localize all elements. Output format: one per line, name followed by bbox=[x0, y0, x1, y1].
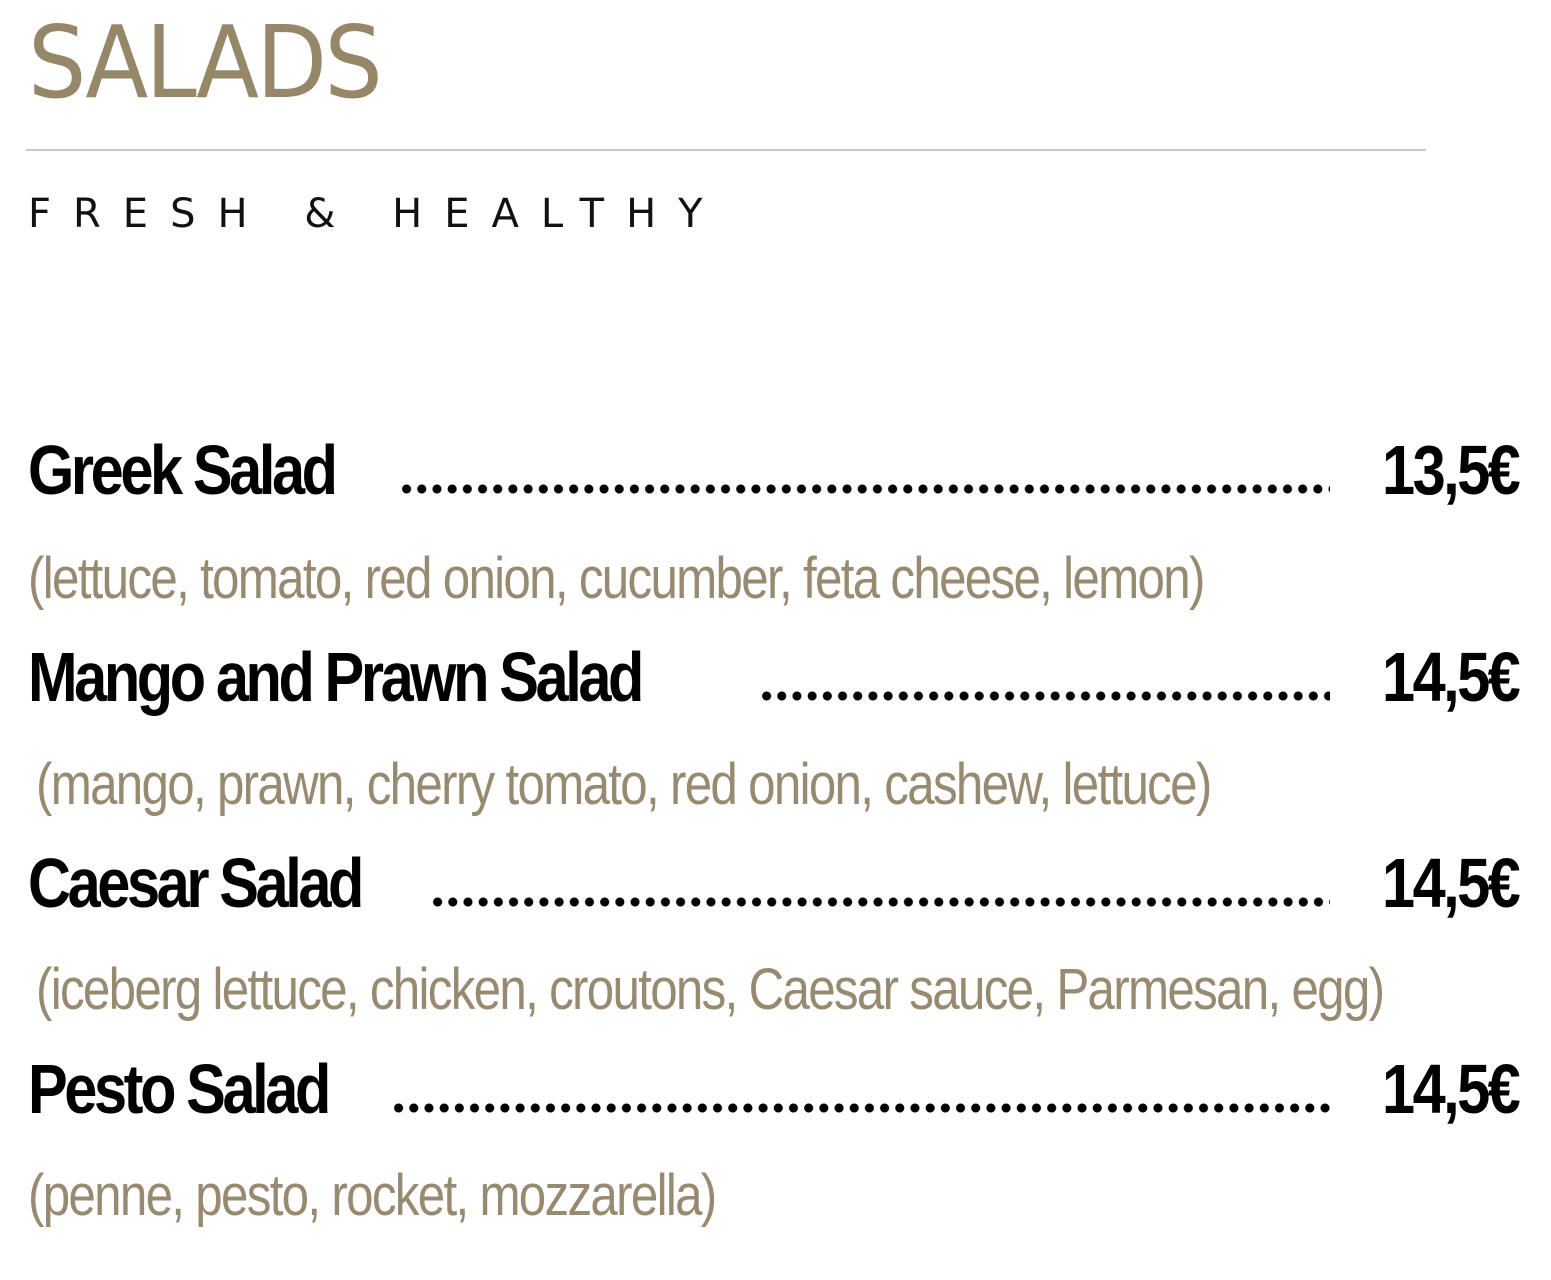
item-description: (penne, pesto, rocket, mozzarella) bbox=[28, 1163, 716, 1228]
menu-item-mango-and-prawn-salad bbox=[28, 637, 1518, 717]
dot-leader bbox=[430, 897, 1330, 907]
item-price: 14,5€ bbox=[1381, 638, 1518, 716]
item-name: Greek Salad bbox=[28, 431, 335, 509]
item-name: Mango and Prawn Salad bbox=[28, 638, 641, 716]
menu-item-caesar-salad bbox=[28, 843, 1518, 923]
item-description: (lettuce, tomato, red onion, cucumber, feta cheese, lemon) bbox=[28, 546, 1204, 611]
section-subtitle: FRESH & HEALTHY bbox=[28, 191, 725, 237]
dot-leader bbox=[399, 484, 1330, 494]
menu-item-greek-salad bbox=[28, 430, 1518, 510]
item-name: Pesto Salad bbox=[28, 1050, 328, 1128]
item-name: Caesar Salad bbox=[28, 844, 361, 922]
dot-leader bbox=[391, 1103, 1330, 1113]
section-title: SALADS bbox=[28, 4, 381, 121]
menu-item-pesto-salad bbox=[28, 1049, 1518, 1129]
item-description: (iceberg lettuce, chicken, croutons, Caesar sauce, Parmesan, egg) bbox=[36, 957, 1384, 1022]
item-price: 14,5€ bbox=[1381, 1050, 1518, 1128]
dot-leader bbox=[759, 691, 1330, 701]
item-price: 13,5€ bbox=[1381, 431, 1518, 509]
item-description: (mango, prawn, cherry tomato, red onion, cashew, lettuce) bbox=[36, 752, 1211, 817]
item-price: 14,5€ bbox=[1381, 844, 1518, 922]
